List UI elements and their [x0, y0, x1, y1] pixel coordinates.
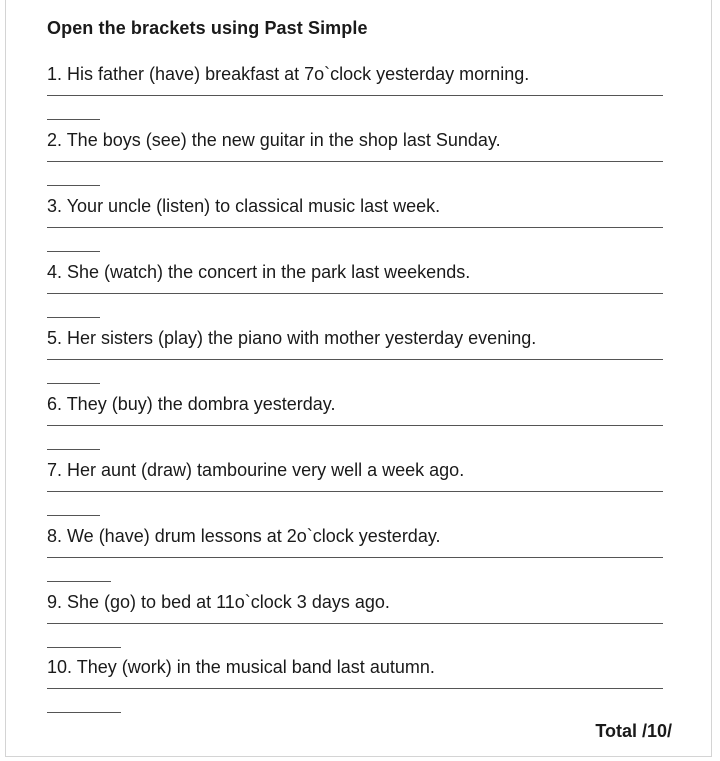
answer-line-continuation[interactable] [47, 712, 121, 713]
answer-line-continuation[interactable] [47, 119, 100, 120]
answer-line[interactable] [47, 359, 663, 360]
answer-line-continuation[interactable] [47, 647, 121, 648]
answer-line[interactable] [47, 557, 663, 558]
exercise-item-7 [47, 459, 667, 519]
exercise-sentence: 10. They (work) in the musical band last autumn. [47, 657, 435, 677]
exercise-item-9 [47, 591, 667, 651]
exercise-sentence: 8. We (have) drum lessons at 2o`clock yesterday. [47, 526, 441, 546]
answer-line[interactable] [47, 491, 663, 492]
exercise-item-6 [47, 393, 667, 453]
exercise-item-3 [47, 195, 667, 255]
exercise-item-8 [47, 525, 667, 585]
exercise-sentence: 9. She (go) to bed at 11o`clock 3 days ago. [47, 592, 390, 612]
answer-line-continuation[interactable] [47, 449, 100, 450]
answer-line[interactable] [47, 425, 663, 426]
exercise-sentence: 3. Your uncle (listen) to classical music last week. [47, 196, 441, 216]
exercise-item-10 [47, 656, 667, 716]
exercise-item-1 [47, 63, 667, 123]
answer-line-continuation[interactable] [47, 185, 100, 186]
answer-line[interactable] [47, 688, 663, 689]
answer-line-continuation[interactable] [47, 317, 100, 318]
exercise-sentence: 4. She (watch) the concert in the park last weekends. [47, 262, 471, 282]
exercise-sentence: 6. They (buy) the dombra yesterday. [47, 394, 336, 414]
exercise-item-5 [47, 327, 667, 387]
answer-line-continuation[interactable] [47, 251, 100, 252]
answer-line-continuation[interactable] [47, 383, 100, 384]
answer-line-continuation[interactable] [47, 581, 111, 582]
exercise-sentence: 7. Her aunt (draw) tambourine very well a week ago. [47, 460, 465, 480]
answer-line[interactable] [47, 161, 663, 162]
answer-line[interactable] [47, 623, 663, 624]
exercise-sentence: 2. The boys (see) the new guitar in the shop last Sunday. [47, 130, 501, 150]
total-score-label: Total /10/ [595, 721, 672, 741]
exercise-sentence: 1. His father (have) breakfast at 7o`clock yesterday morning. [47, 64, 530, 84]
worksheet-title: Open the brackets using Past Simple [47, 18, 368, 38]
answer-line[interactable] [47, 227, 663, 228]
exercise-item-2 [47, 129, 667, 189]
exercise-item-4 [47, 261, 667, 321]
answer-line[interactable] [47, 95, 663, 96]
exercise-sentence: 5. Her sisters (play) the piano with mother yesterday evening. [47, 328, 537, 348]
answer-line-continuation[interactable] [47, 515, 100, 516]
answer-line[interactable] [47, 293, 663, 294]
